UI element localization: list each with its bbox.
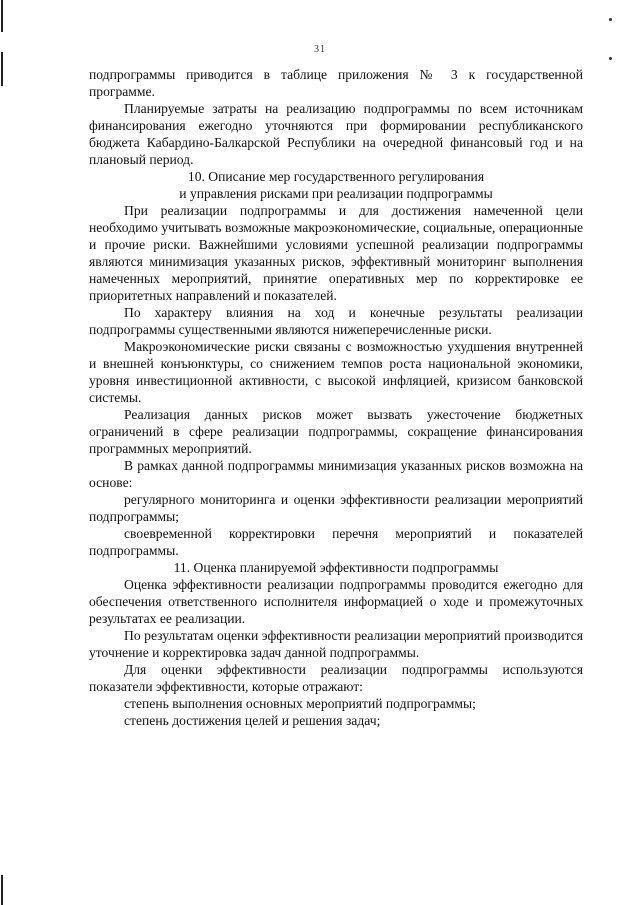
scan-edge-mark-top [1, 0, 3, 32]
section-10-heading [89, 168, 583, 202]
scan-edge-mark-bottom [1, 875, 3, 905]
scan-dot-middle [609, 57, 612, 60]
list-item: степень достижения целей и решения задач; [124, 713, 381, 728]
document-body [89, 66, 583, 729]
paragraph: Макроэкономические риски связаны с возможностью ухудшения внутренней и внешней конъюнктуры, со снижением темпов роста национальной экономики, уровня инвестиционной активности, с высокой инфляцией, кризисом банковской системы. [89, 339, 583, 405]
paragraph: В рамках данной подпрограммы минимизация указанных рисков возможна на основе: [89, 458, 583, 490]
page-number: 31 [314, 44, 326, 55]
list-item: своевременной корректировки перечня мероприятий и показателей подпрограммы. [89, 526, 583, 558]
section-10-heading-line1: 10. Описание мер государственного регулирования [187, 169, 485, 184]
paragraph: По характеру влияния на ход и конечные результаты реализации подпрограммы существенными являются нижеперечисленные риски. [89, 305, 583, 337]
paragraph: Реализация данных рисков может вызвать ужесточение бюджетных ограничений в сфере реализации подпрограммы, сокращение финансирования программных мероприятий. [89, 407, 583, 456]
paragraph: При реализации подпрограммы и для достижения намеченной цели необходимо учитывать возможные макроэкономические, социальные, операционные и прочие риски. Важнейшими условиями успешной реализации подпрограммы являются минимизация указанных рисков, эффективный мониторинг выполнения намеченных мероприятий, принятие оперативных мер по корректировке ее приоритетных направлений и показателей. [89, 203, 583, 303]
list-item: степень выполнения основных мероприятий подпрограммы; [124, 696, 476, 711]
scan-dot-top [609, 18, 612, 21]
paragraph: подпрограммы приводится в таблице приложения № 3 к государственной программе. [89, 67, 583, 99]
section-11-heading: 11. Оценка планируемой эффективности подпрограммы [173, 560, 499, 575]
paragraph: По результатам оценки эффективности реализации мероприятий производится уточнение и корректировка задач данной подпрограммы. [89, 628, 583, 660]
list-item: регулярного мониторинга и оценки эффективности реализации мероприятий подпрограммы; [89, 492, 583, 524]
scan-edge-mark-middle [1, 52, 3, 86]
paragraph: Планируемые затраты на реализацию подпрограммы по всем источникам финансирования ежегодно уточняются при формировании республиканского бюджета Кабардино-Балкарской Республики на очередной финансовый год и на плановый период. [89, 101, 583, 167]
paragraph: Для оценки эффективности реализации подпрограммы используются показатели эффективности, которые отражают: [89, 662, 583, 694]
paragraph: Оценка эффективности реализации подпрограммы проводится ежегодно для обеспечения ответственного исполнителя информацией о ходе и промежуточных результатах ее реализации. [89, 577, 583, 626]
section-10-heading-line2: и управления рисками при реализации подпрограммы [179, 186, 493, 201]
